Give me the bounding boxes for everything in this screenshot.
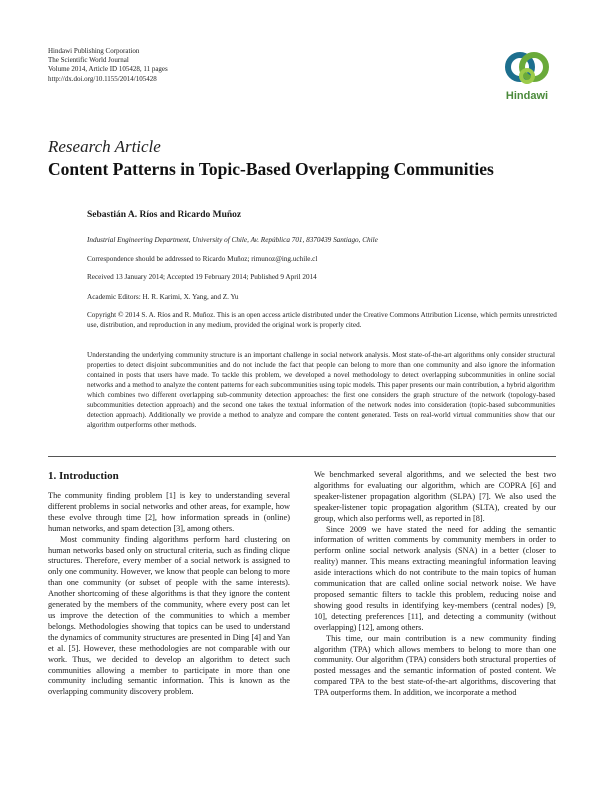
abstract: Understanding the underlying community structure is an important challenge in social network analysis. Most state-of-the-art algorithms only consider structural properties to detect disjoint subcommunities and do not include the fact that people can belong to more than one community and also ignore the information contained in posts that users have made. To tackle this problem, we developed a novel methodology to detect overlapping subcommunities in online social networks and a method to analyze the content patterns for each subcommunities using topic models. This paper presents our main contribution, a hybrid algorithm which combines two different overlapping sub-community detection approaches: the first one considers the graph structure of the network (topology-based subcommunities detection approach) and the second one takes the textual information of the network nodes into consideration (topic-based subcommunities detection approach). Additionally we provide a method to analyze and compare the content generated. Tests on real-world virtual communities show that our algorithm outperforms other methods.	[87, 351, 555, 429]
hindawi-logo	[494, 52, 560, 108]
logo-text: Hindawi	[505, 90, 549, 102]
column-left	[48, 470, 290, 698]
authors: Sebastián A. Ríos and Ricardo Muñoz	[87, 210, 242, 220]
journal-header	[48, 47, 348, 84]
publisher-name: Hindawi Publishing Corporation	[48, 47, 140, 55]
doi-link[interactable]: http://dx.doi.org/10.1155/2014/105428	[48, 74, 157, 83]
column-right	[314, 470, 556, 699]
paragraph: Since 2009 we have stated the need for adding the semantic information of written comments by community members in order to perform online social network analysis (SNA) in a better (closer to reality) manner. This means extracting meaningful information leaving aside interactions which do not contribute to the main topics of human communication that are called online social network noise. We have proposed semantic filters to tackle this problem, reducing noise and showing good results in identifying key-members (central nodes) [9, 10], detecting preferences [11], and detecting a community (without overlapping) [12], among others.	[314, 524, 556, 632]
section-divider	[48, 456, 556, 457]
section-heading: 1. Introduction	[48, 470, 119, 482]
paragraph: The community finding problem [1] is key to understanding several different problems in social networks and other areas, for example, how these evolve through time [2], how information spreads in (online) human networks, and spam detection [3], among others.	[48, 491, 290, 533]
copyright-notice: Copyright © 2014 S. A. Ríos and R. Muñoz. This is an open access article distributed under the Creative Commons Attribution License, which permits unrestricted use, distribution, and reproduction in any medium, provided the original work is properly cited.	[87, 311, 557, 329]
paragraph: We benchmarked several algorithms, and we selected the best two algorithms for evaluating our algorithm, which are COPRA [6] and speaker-listener propagation algorithm (SLPA) [7]. We also used the speaker-listener topic propagation algorithm (SLTA), created by our group, which also performs well, as reported in [8].	[314, 470, 556, 523]
publication-dates: Received 13 January 2014; Accepted 19 February 2014; Published 9 April 2014	[87, 273, 317, 281]
journal-name: The Scientific World Journal	[48, 56, 129, 65]
affiliation: Industrial Engineering Department, University of Chile, Av. República 701, 8370439 Santiago, Chile	[87, 236, 378, 244]
paragraph: Most community finding algorithms perform hard clustering on human networks based only on structural criteria, such as finding clique structures. Therefore, every member of a social network is assigned to only one community. However, we know that people can belong to more than one community (or subset of people with the same interests). Another shortcoming of these algorithms is that they ignore the content generated by the members of the community, where every post can let us improve the detection of the communities to which a member belongs. Methodologies showing that topics can be used to understand the dynamics of community structures are presented in Ding [4] and Yan et al. [5]. However, these methodologies are not comparable with our work. Thus, we decided to develop an algorithm to detect such communities allowing a member to participate in more than one community including semantic information. This is known as the overlapping community discovery problem.	[48, 534, 290, 697]
volume-info: Volume 2014, Article ID 105428, 11 pages	[48, 65, 168, 74]
correspondence: Correspondence should be addressed to Ricardo Muñoz; rimunoz@ing.uchile.cl	[87, 255, 318, 263]
paragraph: This time, our main contribution is a new community finding algorithm (TPA) which allows members to belong to more than one community. Our algorithm (TPA) considers both structural properties of posted messages and the semantic information of posted content. We compared TPA to the best state-of-the-art algorithms, discovering that TPA outperforms them. In addition, we incorporate a method	[314, 633, 556, 698]
article-type: Research Article	[48, 137, 161, 156]
hindawi-logo-icon	[494, 52, 560, 92]
paper-title: Content Patterns in Topic-Based Overlapping Communities	[48, 159, 494, 179]
academic-editors: Academic Editors: H. R. Karimi, X. Yang, and Z. Yu	[87, 293, 239, 301]
